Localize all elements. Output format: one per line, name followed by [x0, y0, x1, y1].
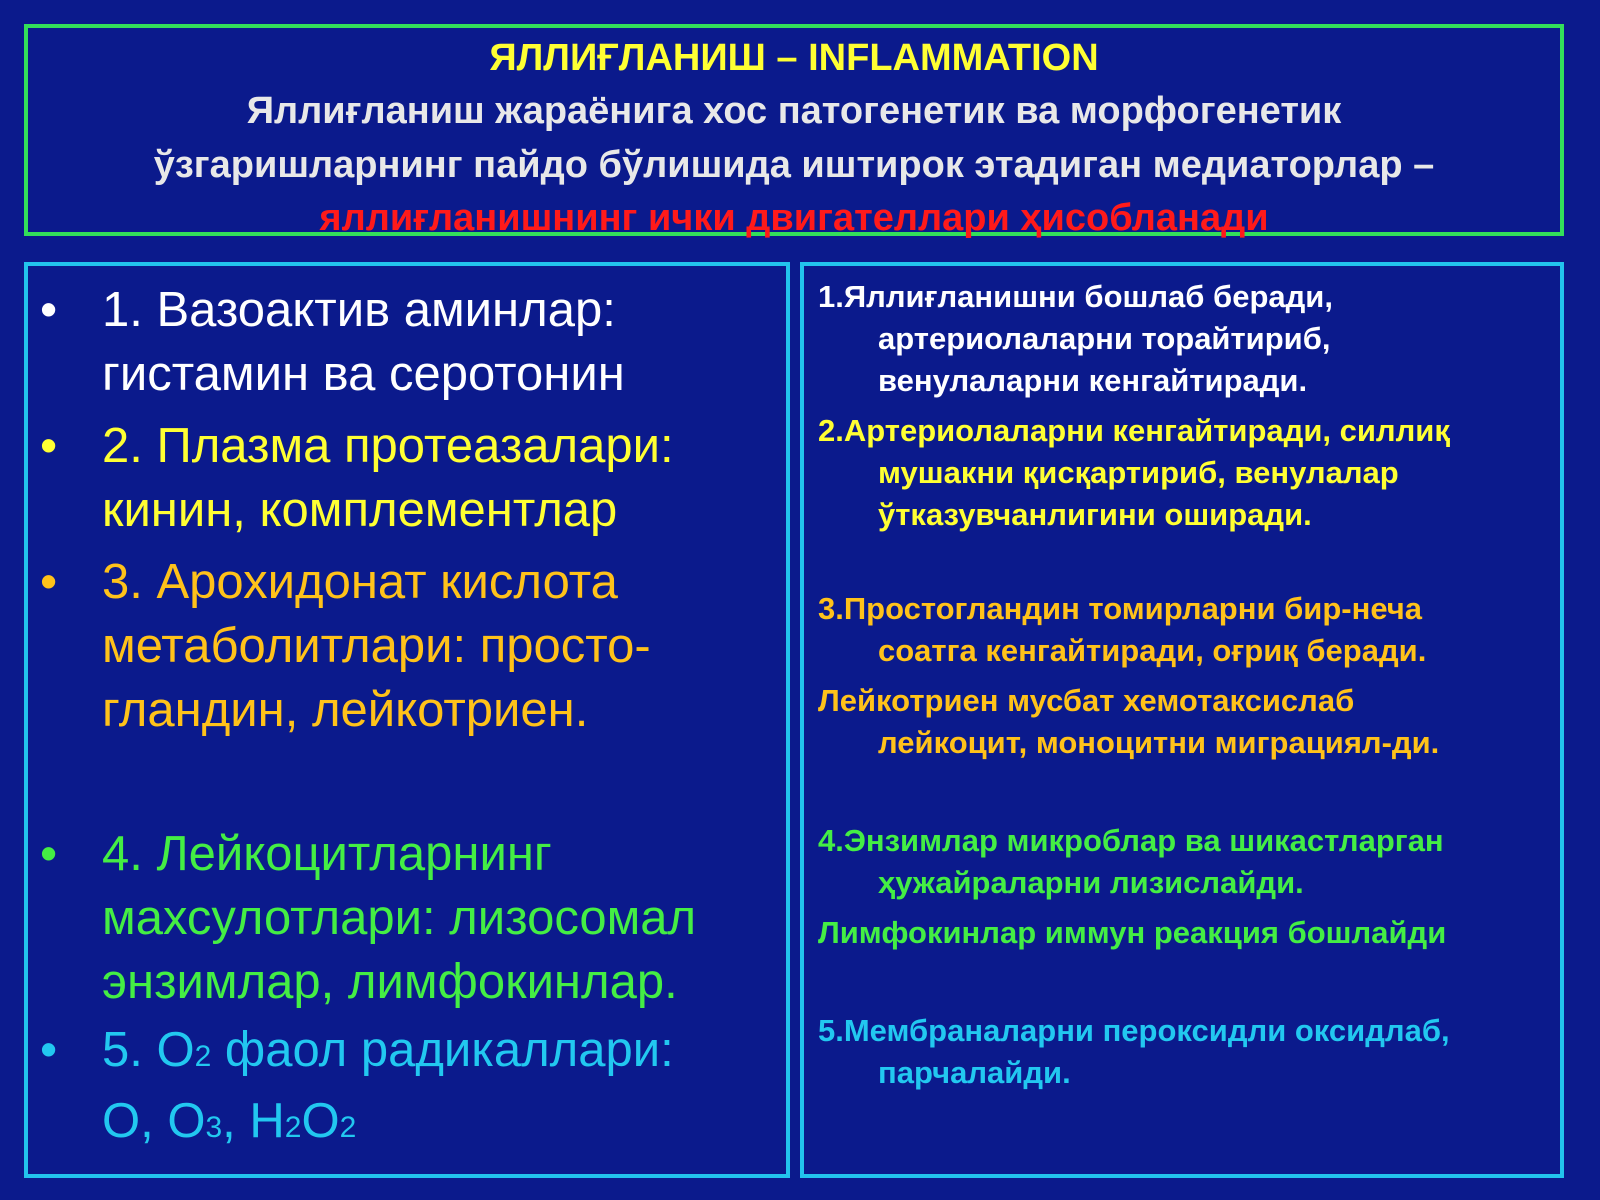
- bullet: •: [40, 283, 58, 337]
- effects-panel: [800, 262, 1564, 1178]
- bullet: •: [40, 1023, 58, 1077]
- header-box: [24, 24, 1564, 239]
- effect-item-3: [818, 588, 1558, 672]
- slide-title: ЯЛЛИҒЛАНИШ – INFLAMMATION: [489, 37, 1099, 79]
- effect-item-1: [818, 276, 1558, 402]
- subtitle-line-2: ўзгаришларнинг пайдо бўлишида иштирок этадиган медиаторлар –: [153, 144, 1435, 186]
- effect-line: соатга кенгайтиради, оғриқ беради.: [878, 633, 1427, 668]
- item-line: 1. Вазоактив аминлар:: [102, 283, 616, 337]
- effect-line: Лейкотриен мусбат хемотаксислаб: [818, 683, 1355, 718]
- item-line: метаболитлари: просто-: [102, 619, 651, 673]
- effect-line: Лимфокинлар иммун реакция бошлайди: [818, 915, 1447, 950]
- item-line: 5. O2 фаол радикаллари:: [102, 1023, 674, 1077]
- effect-line: ҳужайраларни лизислайди.: [878, 865, 1304, 900]
- effect-line: 4.Энзимлар микроблар ва шикастларган: [818, 823, 1444, 858]
- effect-line: парчалайди.: [878, 1055, 1071, 1090]
- effect-line: ўтказувчанлигини оширади.: [878, 497, 1312, 532]
- effect-item-2: [818, 410, 1558, 536]
- bullet: •: [40, 419, 58, 473]
- item-line: энзимлар, лимфокинлар.: [102, 955, 678, 1009]
- bullet: •: [40, 555, 58, 609]
- effect-line: венулаларни кенгайтиради.: [878, 363, 1308, 398]
- item-line: кинин, комплементлар: [102, 483, 618, 537]
- item-line: гландин, лейкотриен.: [102, 683, 589, 737]
- subtitle-line-1: Яллиғланиш жараёнига хос патогенетик ва морфогенетик: [246, 90, 1342, 132]
- item-line: махсулотлари: лизосомал: [102, 891, 697, 945]
- mediators-list-panel: [24, 262, 790, 1178]
- effect-line: 2.Артериолаларни кенгайтиради, силлиқ: [818, 413, 1450, 448]
- item-line: гистамин ва серотонин: [102, 347, 625, 401]
- subtitle-line-red: яллиғланишнинг ички двигателлари ҳисобланади: [319, 197, 1269, 239]
- effect-line: мушакни қисқартириб, венулалар: [878, 455, 1399, 490]
- item-line: 2. Плазма протеазалари:: [102, 419, 674, 473]
- effect-item-3b: [818, 680, 1558, 764]
- effect-item-4: [818, 820, 1558, 904]
- effect-line: 3.Простогландин томирларни бир-неча: [818, 591, 1423, 626]
- effect-line: артериолаларни торайтириб,: [878, 321, 1331, 356]
- item-line: 3. Арохидонат кислота: [102, 555, 618, 609]
- effect-line: 1.Яллиғланишни бошлаб беради,: [818, 279, 1333, 314]
- item-line: 4. Лейкоцитларнинг: [102, 827, 552, 881]
- bullet: •: [40, 827, 58, 881]
- effect-line: лейкоцит, моноцитни миграциял-ди.: [878, 725, 1440, 760]
- effect-line: 5.Мембраналарни пероксидли оксидлаб,: [818, 1013, 1450, 1048]
- effect-item-4b: [818, 912, 1558, 954]
- effect-item-5: [818, 1010, 1558, 1094]
- item-line: O, O3, H2O2: [102, 1094, 357, 1148]
